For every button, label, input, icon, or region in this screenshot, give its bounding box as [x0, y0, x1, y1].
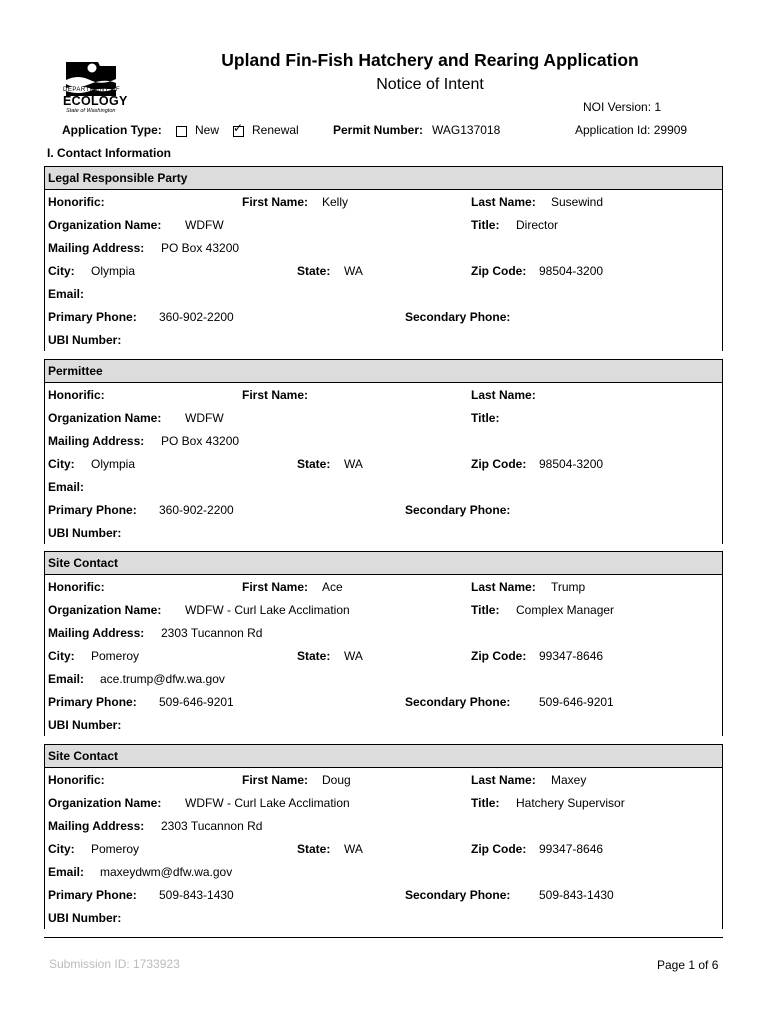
zip-code-label: Zip Code:: [471, 649, 527, 663]
contact-row: [45, 429, 722, 452]
logo-text-state: State of Washington: [66, 108, 116, 114]
first-name-label: First Name:: [242, 773, 309, 787]
last-name-label: Last Name:: [471, 195, 536, 209]
contact-row: [45, 213, 722, 236]
last-name-value: Susewind: [551, 195, 604, 209]
application-type-label: Application Type:: [62, 123, 162, 137]
contact-row: [45, 305, 722, 328]
honorific-label: Honorific:: [48, 580, 105, 594]
city-label: City:: [48, 264, 75, 278]
section-title: I. Contact Information: [47, 146, 171, 160]
state-value: WA: [344, 649, 363, 663]
state-label: State:: [297, 264, 331, 278]
zip-code-label: Zip Code:: [471, 457, 527, 471]
contact-row: [45, 521, 722, 544]
primary-phone-value: 509-646-9201: [159, 695, 234, 709]
secondary-phone-value: 509-646-9201: [539, 695, 614, 709]
ubi-number-label: UBI Number:: [48, 911, 122, 925]
contact-row: [45, 814, 722, 837]
contact-block: [44, 744, 723, 929]
contact-row: [45, 328, 722, 351]
contact-row: [45, 768, 722, 791]
contact-block-header: Site Contact: [45, 552, 722, 575]
mailing-address-value: 2303 Tucannon Rd: [161, 819, 263, 833]
contact-row: [45, 837, 722, 860]
organization-name-label: Organization Name:: [48, 796, 162, 810]
first-name-value: Doug: [322, 773, 351, 787]
first-name-label: First Name:: [242, 580, 309, 594]
zip-code-label: Zip Code:: [471, 264, 527, 278]
primary-phone-value: 509-843-1430: [159, 888, 234, 902]
new-checkbox[interactable]: [176, 126, 187, 137]
contact-row: [45, 236, 722, 259]
contact-row: [45, 667, 722, 690]
permit-number-label: Permit Number:: [333, 123, 424, 137]
title-value: Director: [516, 218, 559, 232]
city-label: City:: [48, 842, 75, 856]
primary-phone-label: Primary Phone:: [48, 310, 137, 324]
organization-value: WDFW: [185, 218, 224, 232]
zip-code-value: 98504-3200: [539, 457, 604, 471]
mailing-address-label: Mailing Address:: [48, 819, 145, 833]
title-label: Title:: [471, 218, 500, 232]
contact-row: [45, 598, 722, 621]
email-label: Email:: [48, 672, 85, 686]
contact-row: [45, 906, 722, 929]
state-label: State:: [297, 457, 331, 471]
zip-code-value: 99347-8646: [539, 649, 604, 663]
secondary-phone-label: Secondary Phone:: [405, 503, 511, 517]
contact-row: [45, 883, 722, 906]
organization-value: WDFW - Curl Lake Acclimation: [185, 796, 350, 810]
contact-row: [45, 644, 722, 667]
mailing-address-value: PO Box 43200: [161, 241, 240, 255]
renewal-label: Renewal: [252, 123, 299, 137]
contact-block: [44, 166, 723, 351]
mailing-address-value: 2303 Tucannon Rd: [161, 626, 263, 640]
contact-row: [45, 383, 722, 406]
primary-phone-label: Primary Phone:: [48, 695, 137, 709]
renewal-checkbox[interactable]: [233, 121, 244, 137]
zip-code-label: Zip Code:: [471, 842, 527, 856]
mailing-address-value: PO Box 43200: [161, 434, 240, 448]
contact-row: [45, 621, 722, 644]
ubi-number-label: UBI Number:: [48, 526, 122, 540]
honorific-label: Honorific:: [48, 773, 105, 787]
state-value: WA: [344, 457, 363, 471]
contact-row: [45, 259, 722, 282]
last-name-value: Trump: [551, 580, 586, 594]
state-label: State:: [297, 842, 331, 856]
page-number: Page 1 of 6: [657, 958, 719, 972]
city-value: Olympia: [91, 457, 136, 471]
secondary-phone-label: Secondary Phone:: [405, 888, 511, 902]
last-name-label: Last Name:: [471, 580, 536, 594]
first-name-label: First Name:: [242, 195, 309, 209]
document-title: Upland Fin-Fish Hatchery and Rearing Application: [221, 50, 639, 70]
last-name-value: Maxey: [551, 773, 587, 787]
city-value: Olympia: [91, 264, 136, 278]
secondary-phone-label: Secondary Phone:: [405, 310, 511, 324]
state-value: WA: [344, 264, 363, 278]
honorific-label: Honorific:: [48, 195, 105, 209]
permit-number-value: WAG137018: [432, 123, 501, 137]
contact-row: [45, 575, 722, 598]
primary-phone-label: Primary Phone:: [48, 888, 137, 902]
logo-text-ecology: ECOLOGY: [63, 94, 128, 108]
mailing-address-label: Mailing Address:: [48, 434, 145, 448]
checkmark-icon: ✓: [233, 121, 244, 135]
first-name-label: First Name:: [242, 388, 309, 402]
email-label: Email:: [48, 287, 85, 301]
organization-name-label: Organization Name:: [48, 411, 162, 425]
city-value: Pomeroy: [91, 649, 140, 663]
state-value: WA: [344, 842, 363, 856]
noi-version: NOI Version: 1: [583, 100, 662, 114]
primary-phone-value: 360-902-2200: [159, 310, 234, 324]
table-bottom-border: [44, 937, 723, 938]
city-label: City:: [48, 649, 75, 663]
secondary-phone-value: 509-843-1430: [539, 888, 614, 902]
mailing-address-label: Mailing Address:: [48, 626, 145, 640]
organization-name-label: Organization Name:: [48, 603, 162, 617]
first-name-value: Kelly: [322, 195, 349, 209]
email-value: maxeydwm@dfw.wa.gov: [100, 865, 233, 879]
title-value: Hatchery Supervisor: [516, 796, 625, 810]
application-id: Application Id: 29909: [575, 123, 688, 137]
contact-block: [44, 359, 723, 544]
contact-row: [45, 190, 722, 213]
email-value: ace.trump@dfw.wa.gov: [100, 672, 225, 686]
first-name-value: Ace: [322, 580, 343, 594]
contact-row: [45, 452, 722, 475]
contact-block-header: Legal Responsible Party: [45, 167, 722, 190]
contact-row: [45, 498, 722, 521]
ubi-number-label: UBI Number:: [48, 718, 122, 732]
secondary-phone-label: Secondary Phone:: [405, 695, 511, 709]
new-label: New: [195, 123, 220, 137]
title-label: Title:: [471, 796, 500, 810]
logo-text-department: DEPARTMENT OF: [63, 87, 121, 93]
contact-block-header: Permittee: [45, 360, 722, 383]
city-value: Pomeroy: [91, 842, 140, 856]
contact-row: [45, 791, 722, 814]
zip-code-value: 98504-3200: [539, 264, 604, 278]
contact-row: [45, 860, 722, 883]
organization-value: WDFW: [185, 411, 224, 425]
honorific-label: Honorific:: [48, 388, 105, 402]
title-label: Title:: [471, 603, 500, 617]
document-subtitle: Notice of Intent: [376, 76, 484, 93]
state-label: State:: [297, 649, 331, 663]
contact-row: [45, 690, 722, 713]
city-label: City:: [48, 457, 75, 471]
last-name-label: Last Name:: [471, 388, 536, 402]
primary-phone-label: Primary Phone:: [48, 503, 137, 517]
submission-id: Submission ID: 1733923: [49, 957, 180, 971]
organization-name-label: Organization Name:: [48, 218, 162, 232]
last-name-label: Last Name:: [471, 773, 536, 787]
contact-row: [45, 406, 722, 429]
primary-phone-value: 360-902-2200: [159, 503, 234, 517]
contact-row: [45, 282, 722, 305]
contact-row: [45, 713, 722, 736]
contact-block-header: Site Contact: [45, 745, 722, 768]
contact-block: [44, 551, 723, 736]
contact-row: [45, 475, 722, 498]
zip-code-value: 99347-8646: [539, 842, 604, 856]
ubi-number-label: UBI Number:: [48, 333, 122, 347]
email-label: Email:: [48, 480, 85, 494]
mailing-address-label: Mailing Address:: [48, 241, 145, 255]
email-label: Email:: [48, 865, 85, 879]
title-value: Complex Manager: [516, 603, 615, 617]
organization-value: WDFW - Curl Lake Acclimation: [185, 603, 350, 617]
title-label: Title:: [471, 411, 500, 425]
